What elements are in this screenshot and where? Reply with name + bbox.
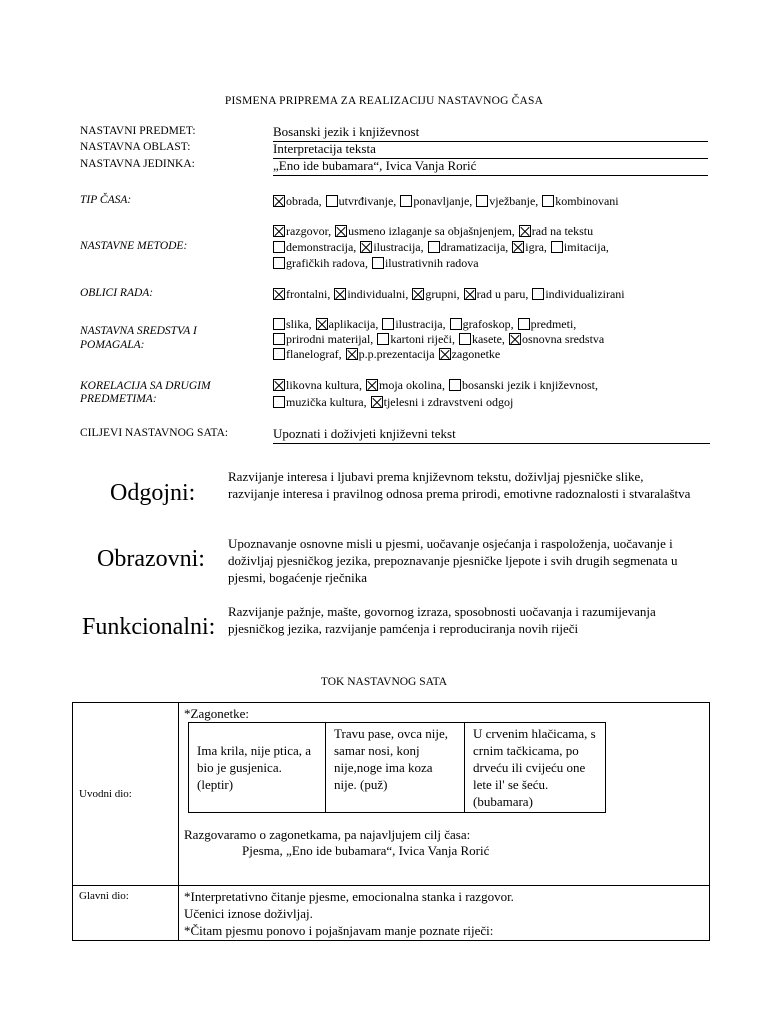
checkbox-label: kombinovani xyxy=(555,194,619,208)
checkbox-label: p.p.prezentacija xyxy=(358,347,435,361)
riddle-3: U crvenim hlačicama, s crnim tačkicama, po drveću ili cvijeću one lete il' se šeću. (bubamara) xyxy=(465,723,606,813)
checkbox-option[interactable] xyxy=(377,332,455,346)
checked-box-icon[interactable] xyxy=(412,288,424,300)
razgovor-line: Razgovaramo o zagonetkama, pa najavljujem cilj časa: xyxy=(184,827,471,842)
empty-box-icon[interactable] xyxy=(273,318,285,330)
checkbox-option[interactable] xyxy=(273,332,373,346)
checked-box-icon[interactable] xyxy=(439,348,451,360)
checked-box-icon[interactable] xyxy=(335,225,347,237)
checkbox-label: utvrđivanje, xyxy=(338,194,397,208)
checkbox-label: likovna kultura, xyxy=(286,378,362,392)
riddle-1: Ima krila, nije ptica, a bio je gusjenica. (leptir) xyxy=(189,723,326,813)
metode-options-line xyxy=(273,240,609,255)
checkbox-label: imitacija, xyxy=(563,240,609,254)
oblast-value: Interpretacija teksta xyxy=(273,141,708,159)
empty-box-icon[interactable] xyxy=(273,396,285,408)
checkbox-option[interactable] xyxy=(512,240,547,254)
empty-box-icon[interactable] xyxy=(273,241,285,253)
checkbox-option[interactable] xyxy=(542,194,618,208)
checkbox-option[interactable] xyxy=(551,240,609,254)
checkbox-label: bosanski jezik i književnost, xyxy=(461,378,598,392)
checkbox-label: igra, xyxy=(525,240,547,254)
tok-table xyxy=(72,702,710,941)
checkbox-label: usmeno izlaganje sa objašnjenjem, xyxy=(348,224,515,238)
pjesma-line: Pjesma, „Eno ide bubamara“, Ivica Vanja Rorić xyxy=(242,843,490,858)
checkbox-option[interactable] xyxy=(273,287,330,301)
checkbox-option[interactable] xyxy=(476,194,538,208)
checkbox-label: ilustrativnih radova xyxy=(384,256,479,270)
jedinka-label: NASTAVNA JEDINKA: xyxy=(80,158,195,170)
funkcionalni-heading: Funkcionalni: xyxy=(82,614,216,640)
checkbox-option[interactable] xyxy=(518,317,577,331)
checkbox-option[interactable] xyxy=(400,194,472,208)
riddles-table xyxy=(188,722,606,813)
checked-box-icon[interactable] xyxy=(316,318,328,330)
checked-box-icon[interactable] xyxy=(519,225,531,237)
uvodni-row xyxy=(73,703,710,886)
empty-box-icon[interactable] xyxy=(372,257,384,269)
empty-box-icon[interactable] xyxy=(518,318,530,330)
checkbox-option[interactable] xyxy=(509,332,604,346)
sredstva-options-line xyxy=(273,347,500,362)
checkbox-option[interactable] xyxy=(428,240,509,254)
checkbox-option[interactable] xyxy=(366,378,445,392)
zagonetke-title: *Zagonetke: xyxy=(184,706,249,721)
checkbox-label: dramatizacija, xyxy=(440,240,509,254)
checkbox-label: frontalni, xyxy=(286,287,331,301)
glavni-line-3: *Čitam pjesmu ponovo i pojašnjavam manje poznate riječi: xyxy=(184,923,494,938)
empty-box-icon[interactable] xyxy=(450,318,462,330)
empty-box-icon[interactable] xyxy=(551,241,563,253)
checkbox-label: slika, xyxy=(286,317,312,331)
checkbox-option[interactable] xyxy=(273,317,312,331)
checkbox-option[interactable] xyxy=(316,317,379,331)
checked-box-icon[interactable] xyxy=(366,379,378,391)
checkbox-label: rad na tekstu xyxy=(531,224,594,238)
empty-box-icon[interactable] xyxy=(273,257,285,269)
korelacija-options-line xyxy=(273,378,598,393)
predmet-label: NASTAVNI PREDMET: xyxy=(80,125,196,137)
checkbox-label: grafičkih radova, xyxy=(286,256,368,270)
checkbox-option[interactable] xyxy=(382,317,445,331)
metode-options-line xyxy=(273,256,479,271)
ciljevi-value: Upoznati i doživjeti književni tekst xyxy=(273,426,710,444)
checkbox-label: rad u paru, xyxy=(476,287,529,301)
checkbox-label: individualni, xyxy=(347,287,409,301)
checkbox-label: razgovor, xyxy=(286,224,332,238)
checkbox-option[interactable] xyxy=(346,347,435,361)
checked-box-icon[interactable] xyxy=(360,241,372,253)
checkbox-label: moja okolina, xyxy=(378,378,445,392)
riddle-2: Travu pase, ovca nije, samar nosi, konj nije,noge ima koza nije. (puž) xyxy=(326,723,465,813)
checkbox-label: ilustracija, xyxy=(373,240,424,254)
empty-box-icon[interactable] xyxy=(476,195,488,207)
sredstva-label-1: NASTAVNA SREDSTVA I xyxy=(80,325,197,337)
tip_casa-options-line xyxy=(273,194,619,209)
checkbox-label: grupni, xyxy=(425,287,460,301)
checked-box-icon[interactable] xyxy=(273,288,285,300)
checkbox-label: tjelesni i zdravstveni odgoj xyxy=(383,395,514,409)
checkbox-option[interactable] xyxy=(412,287,459,301)
empty-box-icon[interactable] xyxy=(400,195,412,207)
checkbox-option[interactable] xyxy=(273,194,322,208)
sredstva-options-line xyxy=(273,332,604,347)
checkbox-option[interactable] xyxy=(273,378,362,392)
obrazovni-heading: Obrazovni: xyxy=(97,546,205,572)
checkbox-option[interactable] xyxy=(273,395,367,409)
checkbox-label: obrada, xyxy=(286,194,322,208)
checkbox-label: osnovna sredstva xyxy=(521,332,605,346)
oblici-options-line xyxy=(273,287,625,302)
obrazovni-text: Upoznavanje osnovne misli u pjesmi, uočavanje osjećanja i raspoloženja, uočavanje i doživljaj pjesničkog jezika, prepoznavanje pjesničke ljepote i svih drugih segmenata u pjesmi, bogaćenje rječnika xyxy=(228,536,678,585)
glavni-row xyxy=(73,886,710,941)
ciljevi-label: CILJEVI NASTAVNOG SATA: xyxy=(80,427,229,439)
oblast-label: NASTAVNA OBLAST: xyxy=(80,141,191,153)
checked-box-icon[interactable] xyxy=(464,288,476,300)
empty-box-icon[interactable] xyxy=(428,241,440,253)
empty-box-icon[interactable] xyxy=(273,333,285,345)
checkbox-label: kartoni riječi, xyxy=(390,332,455,346)
korelacija-options-line xyxy=(273,395,513,410)
metode-options-line xyxy=(273,224,593,239)
empty-box-icon[interactable] xyxy=(449,379,461,391)
document-title: PISMENA PRIPREMA ZA REALIZACIJU NASTAVNOG ČASA xyxy=(224,95,544,107)
checkbox-option[interactable] xyxy=(464,287,529,301)
korelacija-label-1: KORELACIJA SA DRUGIM xyxy=(80,380,211,392)
empty-box-icon[interactable] xyxy=(326,195,338,207)
checkbox-label: ponavljanje, xyxy=(413,194,473,208)
empty-box-icon[interactable] xyxy=(542,195,554,207)
checkbox-label: ilustracija, xyxy=(395,317,446,331)
checkbox-label: flanelograf, xyxy=(286,347,342,361)
metode-label: NASTAVNE METODE: xyxy=(80,240,188,252)
checkbox-option[interactable] xyxy=(273,224,331,238)
glavni-line-2: Učenici iznose doživljaj. xyxy=(184,906,313,921)
checkbox-label: predmeti, xyxy=(530,317,577,331)
checked-box-icon[interactable] xyxy=(346,348,358,360)
empty-box-icon[interactable] xyxy=(273,348,285,360)
oblici-label: OBLICI RADA: xyxy=(80,287,154,299)
glavni-line-1: *Interpretativno čitanje pjesme, emocionalna stanka i razgovor. xyxy=(184,889,514,904)
tok-title: TOK NASTAVNOG SATA xyxy=(320,676,448,688)
checkbox-label: aplikacija, xyxy=(328,317,379,331)
checkbox-option[interactable] xyxy=(335,224,515,238)
jedinka-value: „Eno ide bubamara“, Ivica Vanja Rorić xyxy=(273,158,708,176)
korelacija-label-2: PREDMETIMA: xyxy=(80,393,157,405)
checked-box-icon[interactable] xyxy=(371,396,383,408)
predmet-value: Bosanski jezik i književnost xyxy=(273,124,708,142)
checkbox-label: demonstracija, xyxy=(286,240,357,254)
sredstva-options-line xyxy=(273,317,576,332)
checkbox-label: zagonetke xyxy=(451,347,501,361)
empty-box-icon[interactable] xyxy=(382,318,394,330)
glavni-label: Glavni dio: xyxy=(73,886,179,941)
checked-box-icon[interactable] xyxy=(509,333,521,345)
empty-box-icon[interactable] xyxy=(459,333,471,345)
checkbox-option[interactable] xyxy=(519,224,593,238)
empty-box-icon[interactable] xyxy=(532,288,544,300)
checkbox-option[interactable] xyxy=(439,347,501,361)
checkbox-label: individualizirani xyxy=(545,287,625,301)
checkbox-label: grafoskop, xyxy=(462,317,514,331)
checkbox-option[interactable] xyxy=(371,395,514,409)
checkbox-option[interactable] xyxy=(334,287,408,301)
checkbox-option[interactable] xyxy=(372,256,479,270)
checked-box-icon[interactable] xyxy=(273,225,285,237)
odgojni-heading: Odgojni: xyxy=(110,480,196,506)
checkbox-option[interactable] xyxy=(273,240,356,254)
checked-box-icon[interactable] xyxy=(273,195,285,207)
checkbox-label: muzička kultura, xyxy=(286,395,367,409)
checkbox-option[interactable] xyxy=(450,317,514,331)
funkcionalni-text: Razvijanje pažnje, mašte, govornog izraza, sposobnosti uočavanja i razumijevanja pjesničkog jezika, razvijanje pamćenja i reproduciranja novih riječi xyxy=(228,604,656,636)
checked-box-icon[interactable] xyxy=(334,288,346,300)
checkbox-option[interactable] xyxy=(532,287,624,301)
checkbox-option[interactable] xyxy=(449,378,598,392)
checked-box-icon[interactable] xyxy=(512,241,524,253)
tip-casa-label: TIP ČASA: xyxy=(80,194,132,206)
checkbox-option[interactable] xyxy=(273,347,342,361)
empty-box-icon[interactable] xyxy=(377,333,389,345)
checkbox-option[interactable] xyxy=(459,332,505,346)
uvodni-label: Uvodni dio: xyxy=(73,703,179,886)
sredstva-label-2: POMAGALA: xyxy=(80,339,145,351)
checked-box-icon[interactable] xyxy=(273,379,285,391)
checkbox-option[interactable] xyxy=(360,240,423,254)
checkbox-label: vježbanje, xyxy=(489,194,539,208)
checkbox-option[interactable] xyxy=(273,256,368,270)
odgojni-text: Razvijanje interesa i ljubavi prema književnom tekstu, doživljaj pjesničke slike, razvijanje interesa i pravilnog odnosa prema prirodi, emotivne radoznalosti i stvaralaštva xyxy=(228,469,691,501)
checkbox-label: prirodni materijal, xyxy=(286,332,374,346)
checkbox-option[interactable] xyxy=(326,194,397,208)
checkbox-label: kasete, xyxy=(471,332,505,346)
